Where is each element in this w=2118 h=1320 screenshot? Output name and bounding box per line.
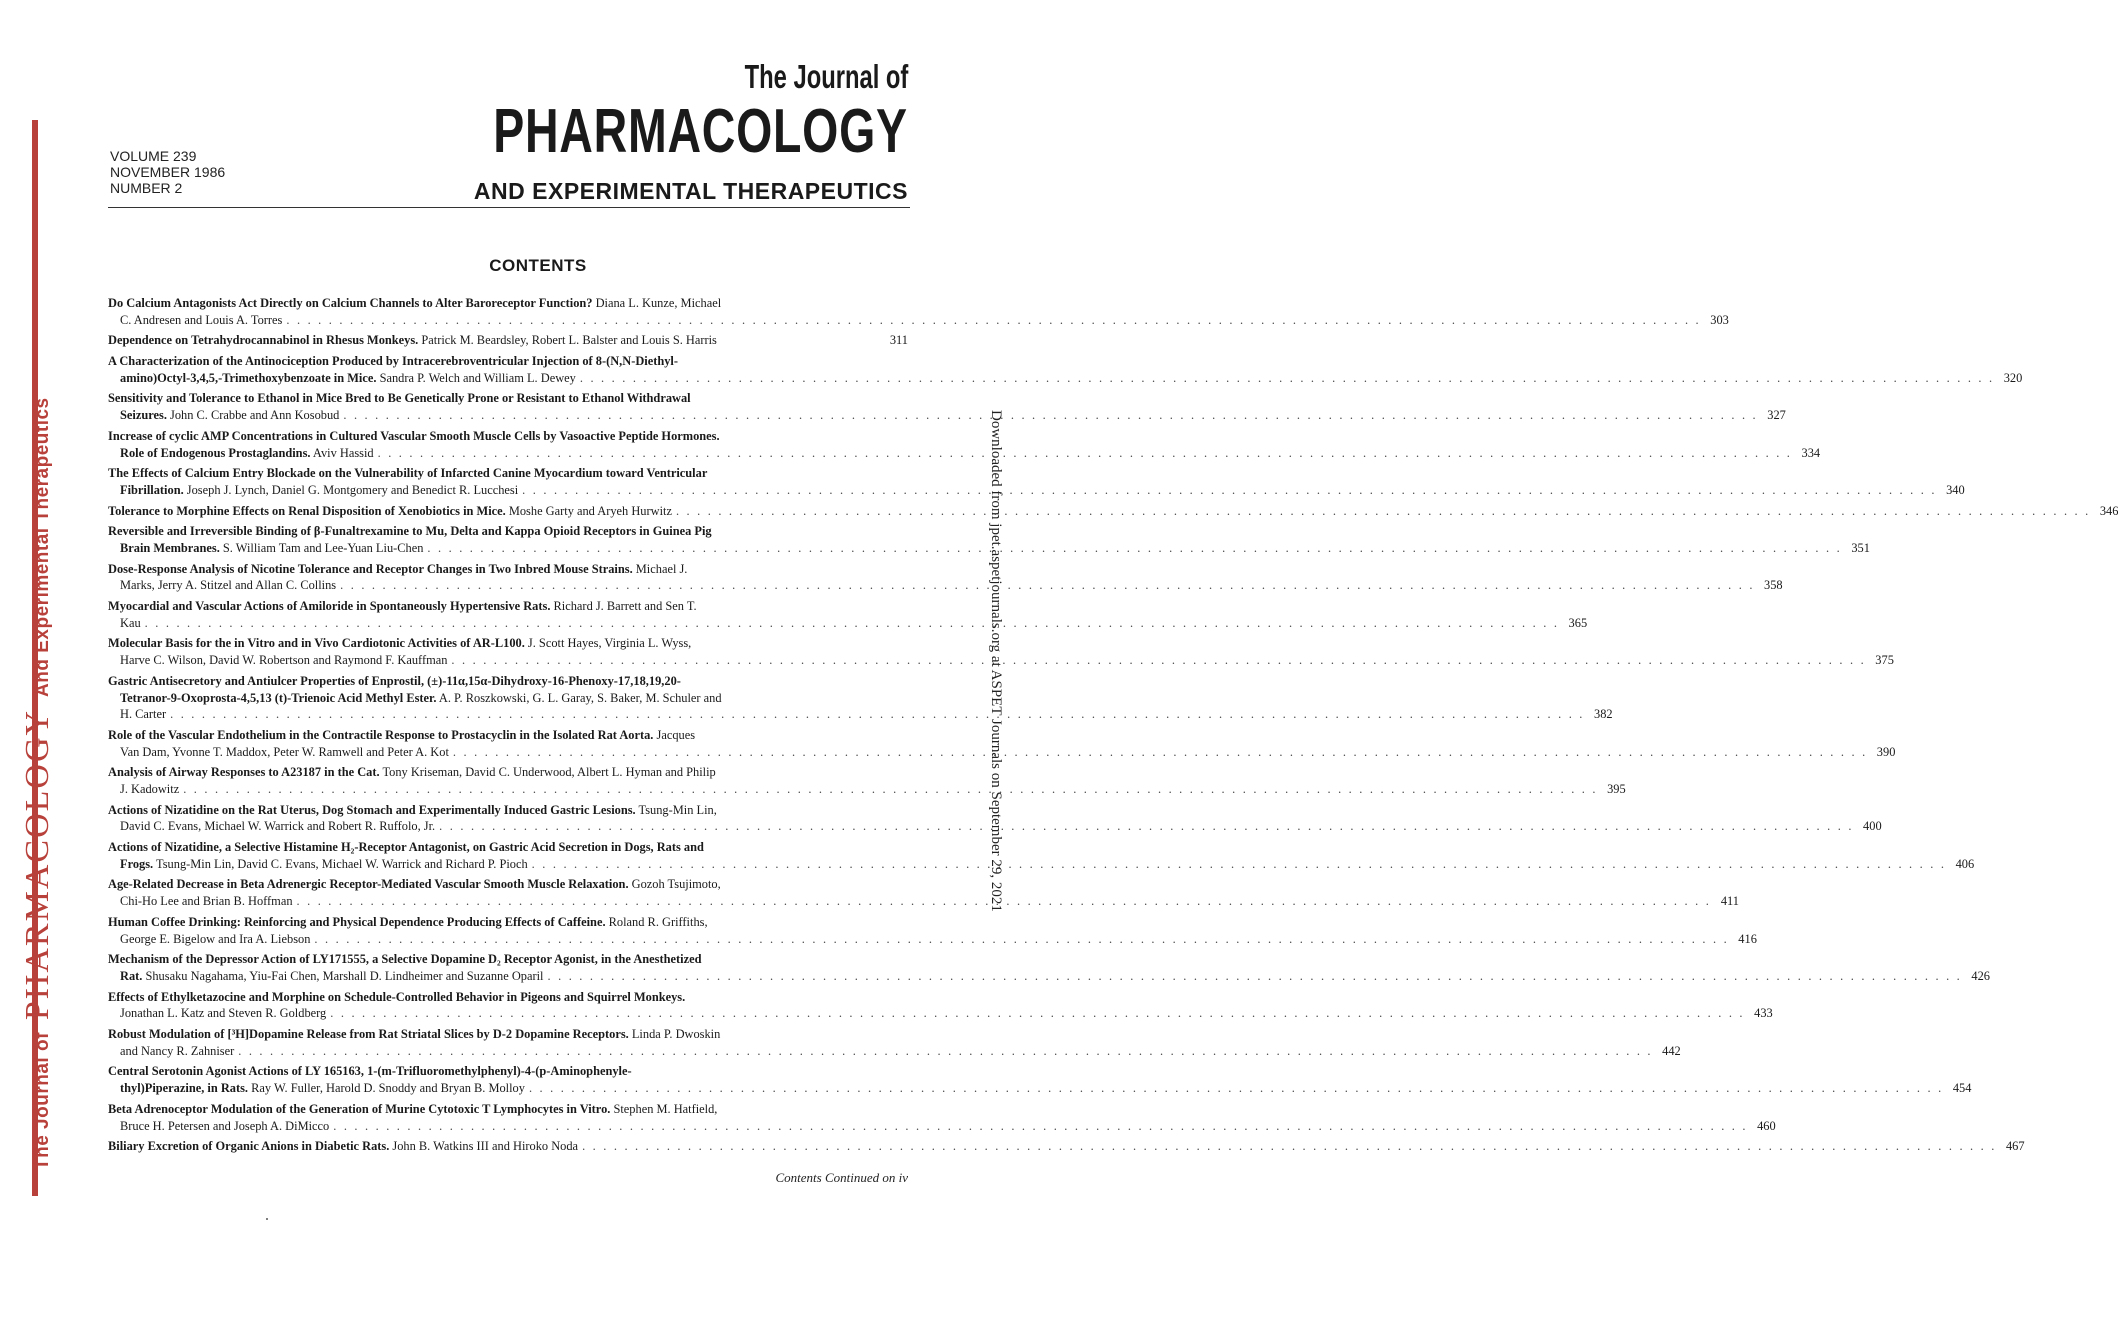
leader-dots: . . . . . . . . . . . . . . . . . . . . . . . . . . . . . . . . . . . . . . . . . . . . . . . . . . . . . . . . . . . . . . . . . . . . . . . . . . . . . . . . . . . . . . . . . . . . . . . . . . . . . . . . . . . . . . . . . . . . . . . . . . . . . . . . . . . . . .: [439, 819, 1854, 834]
entry-title: Biliary Excretion of Organic Anions in Diabetic Rats.: [108, 1139, 390, 1154]
entry-line: [108, 968, 1990, 985]
entry-line: [108, 353, 908, 370]
entry-page: 303: [1710, 312, 1729, 327]
entry-title: Reversible and Irreversible Binding of β-Funaltrexamine to Mu, Delta and Kappa Opioid Receptors in Guinea Pig: [108, 524, 712, 539]
spine-part1: The Journal of: [32, 1032, 53, 1170]
entry-line: [108, 690, 908, 707]
entry-line: [108, 893, 1739, 910]
entry-authors: Michael J.: [632, 561, 688, 576]
entry-authors: Kau: [120, 615, 141, 630]
entry-lead: [120, 615, 141, 632]
entry-authors: Van Dam, Yvonne T. Maddox, Peter W. Ramwell and Peter A. Kot: [120, 744, 449, 759]
entry-authors: S. William Tam and Lee-Yuan Liu-Chen: [219, 540, 424, 555]
leader-dots: . . . . . . . . . . . . . . . . . . . . . . . . . . . . . . . . . . . . . . . . . . . . . . . . . . . . . . . . . . . . . . . . . . . . . . . . . . . . . . . . . . . . . . . . . . . . . . . . . . . . . . . . . . . . . . . . . . . . . . . . . . . . . . . . . . . . . .: [144, 615, 1560, 630]
entry-page: 416: [1738, 931, 1757, 946]
entry-authors: Bruce H. Petersen and Joseph A. DiMicco: [120, 1118, 330, 1133]
toc-entry[interactable]: [108, 1026, 1681, 1060]
entry-title-cont: Frogs.: [120, 856, 154, 871]
journal-subtitle: AND EXPERIMENTAL THERAPEUTICS: [473, 178, 908, 204]
contents-heading-text: CONTENTS: [489, 256, 587, 275]
leader-dots: . . . . . . . . . . . . . . . . . . . . . . . . . . . . . . . . . . . . . . . . . . . . . . . . . . . . . . . . . . . . . . . . . . . . . . . . . . . . . . . . . . . . . . . . . . . . . . . . . . . . . . . . . . . . . . . . . . . . . . . . . . . . . . . . . . . . . .: [343, 408, 1758, 423]
entry-line: [108, 802, 908, 819]
entry-line: [108, 370, 2023, 387]
entry-line: [108, 482, 1965, 499]
entry-line: [108, 523, 908, 540]
entry-lead: [120, 1080, 525, 1097]
entry-authors: Jacques: [653, 727, 696, 742]
entry-authors: Joseph J. Lynch, Daniel G. Montgomery and Benedict R. Lucchesi: [183, 482, 519, 497]
entry-page: 382: [1594, 707, 1613, 722]
entry-lead: [108, 332, 717, 349]
entry-line: [108, 744, 1896, 761]
entry-authors: David C. Evans, Michael W. Warrick and Robert R. Ruffolo, Jr.: [120, 819, 436, 834]
entry-lead: [120, 706, 166, 723]
entry-authors: H. Carter: [120, 707, 167, 722]
entry-title: Increase of cyclic AMP Concentrations in Cultured Vascular Smooth Muscle Cells by Vasoactive Peptide Hormones.: [108, 428, 720, 443]
leader-dots: . . . . . . . . . . . . . . . . . . . . . . . . . . . . . . . . . . . . . . . . . . . . . . . . . . . . . . . . . . . . . . . . . . . . . . . . . . . . . . . . . . . . . . . . . . . . . . . . . . . . . . . . . . . . . . . . . . . . . . . . . . . . . . . . . . . . . .: [377, 445, 1793, 460]
leader-dots: . . . . . . . . . . . . . . . . . . . . . . . . . . . . . . . . . . . . . . . . . . . . . . . . . . . . . . . . . . . . . . . . . . . . . . . . . . . . . . . . . . . . . . . . . . . . . . . . . . . . . . . . . . . . . . . . . . . . . . . . . . . . . . . . . . . . . .: [547, 969, 1962, 984]
contents-continued-note: Contents Continued on iv: [775, 1170, 908, 1185]
toc-entry[interactable]: [108, 1138, 2025, 1155]
entry-title: Beta Adrenoceptor Modulation of the Generation of Murine Cytotoxic T Lymphocytes in Vitro.: [108, 1101, 611, 1116]
leader-dots: . . . . . . . . . . . . . . . . . . . . . . . . . . . . . . . . . . . . . . . . . . . . . . . . . . . . . . . . . . . . . . . . . . . . . . . . . . . . . . . . . . . . . . . . . . . . . . . . . . . . . . . . . . . . . . . . . . . . . . . . . . . . . . . . . . . . . .: [238, 1043, 1653, 1058]
entry-title-cont: Seizures.: [120, 408, 167, 423]
entry-line: [108, 1138, 2025, 1155]
toc-entry[interactable]: [108, 295, 1729, 329]
entry-line: [108, 727, 908, 744]
entry-lead: [120, 577, 336, 594]
toc-entry[interactable]: [108, 989, 1773, 1023]
leader-dots: . . . . . . . . . . . . . . . . . . . . . . . . . . . . . . . . . . . . . . . . . . . . . . . . . . . . . . . . . . . . . . . . . . . . . . . . . . . . . . . . . . . . . . . . . . . . . . . . . . . . . . . . . . . . . . . . . . . . . . . . . . . . . . . . . . . . . .: [452, 744, 1868, 759]
date-label: NOVEMBER 1986: [110, 164, 226, 180]
entry-lead: [120, 652, 447, 669]
entry-title: Central Serotonin Agonist Actions of LY 165163, 1-(m-Trifluoromethylphenyl)-4-(p-Aminophenyle-: [108, 1064, 632, 1079]
entry-lead: [120, 856, 528, 873]
entry-authors: John B. Watkins III and Hiroko Noda: [389, 1139, 579, 1154]
toc-entry[interactable]: [108, 1063, 1972, 1097]
contents-heading: [0, 256, 1020, 276]
entry-lead: [108, 503, 672, 520]
entry-page: 358: [1764, 578, 1783, 593]
entry-page: 390: [1876, 744, 1896, 759]
entry-line: [108, 818, 1882, 835]
entry-lead: [120, 931, 310, 948]
entry-authors: J. Scott Hayes, Virginia L. Wyss,: [524, 636, 692, 651]
leader-dots: . . . . . . . . . . . . . . . . . . . . . . . . . . . . . . . . . . . . . . . . . . . . . . . . . . . . . . . . . . . . . . . . . . . . . . . . . . . . . . . . . . . . . . . . . . . . . . . . . . . . . . . . . . . . . . . . . . . . . . . . . . . . . . . . . . . . . .: [296, 894, 1711, 909]
leader-dots: . . . . . . . . . . . . . . . . . . . . . . . . . . . . . . . . . . . . . . . . . . . . . . . . . . . . . . . . . . . . . . . . . . . . . . . . . . . . . . . . . . . . . . . . . . . . . . . . . . . . . . . . . . . . . . . . . . . . . . . . . . . . . . . . . . . . . .: [522, 482, 1937, 497]
entry-authors: Gozoh Tsujimoto,: [628, 877, 721, 892]
entry-page: 454: [1952, 1081, 1972, 1096]
issue-info: [110, 148, 225, 196]
toc-entry[interactable]: [108, 332, 908, 349]
entry-line: [108, 1101, 908, 1118]
entry-page: 311: [889, 333, 908, 348]
entry-line: [108, 706, 1613, 723]
leader-dots: . . . . . . . . . . . . . . . . . . . . . . . . . . . . . . . . . . . . . . . . . . . . . . . . . . . . . . . . . . . . . . . . . . . . . . . . . . . . . . . . . . . . . . . . . . . . . . . . . . . . . . . . . . . . . . . . . . . . . . . . . . . . . . . . . . . . . .: [675, 503, 2091, 518]
leader-dots: . . . . . . . . . . . . . . . . . . . . . . . . . . . . . . . . . . . . . . . . . . . . . . . . . . . . . . . . . . . . . . . . . . . . . . . . . . . . . . . . . . . . . . . . . . . . . . . . . . . . . . . . . . . . . . . . . . . . . . . . . . . . . . . . . . . . . .: [170, 707, 1585, 722]
entry-page: 433: [1754, 1006, 1773, 1021]
entry-page: 375: [1875, 653, 1894, 668]
entry-authors: John C. Crabbe and Ann Kosobud: [166, 408, 340, 423]
entry-page: 320: [2003, 370, 2023, 385]
entry-authors: Harve C. Wilson, David W. Robertson and Raymond F. Kauffman: [120, 653, 448, 668]
entry-authors: Shusaku Nagahama, Yiu-Fai Chen, Marshall D. Lindheimer and Suzanne Oparil: [142, 969, 544, 984]
entry-page: 351: [1851, 540, 1870, 555]
toc-entry[interactable]: [108, 764, 1626, 798]
entry-authors: Jonathan L. Katz and Steven R. Goldberg: [120, 1006, 327, 1021]
leader-dots: . . . . . . . . . . . . . . . . . . . . . . . . . . . . . . . . . . . . . . . . . . . . . . . . . . . . . . . . . . . . . . . . . . . . . . . . . . . . . . . . . . . . . . . . . . . . . . . . . . . . . . . . . . . . . . . . . . . . . . . . . . . . . . . . . . . . . .: [340, 578, 1755, 593]
entry-line: [108, 615, 1588, 632]
entry-line: [108, 312, 1729, 329]
entry-line: [108, 839, 908, 856]
leader-dots: . . . . . . . . . . . . . . . . . . . . . . . . . . . . . . . . . . . . . . . . . . . . . . . . . . . . . . . . . . . . . . . . . . . . . . . . . . . . . . . . . . . . . . . . . . . . . . . . . . . . . . . . . . . . . . . . . . . . . . . . . . . . . . . . . . . . . .: [451, 653, 1866, 668]
entry-authors: Roland R. Griffiths,: [605, 914, 708, 929]
toc-entry[interactable]: [108, 839, 1975, 873]
entry-page: 365: [1568, 615, 1588, 630]
entry-line: [108, 577, 1783, 594]
entry-authors: Diana L. Kunze, Michael: [592, 296, 722, 310]
leader-dots: . . . . . . . . . . . . . . . . . . . . . . . . . . . . . . . . . . . . . . . . . . . . . . . . . . . . . . . . . . . . . . . . . . . . . . . . . . . . . . . . . . . . . . . . . . . . . . . . . . . . . . . . . . . . . . . . . . . . . . . . . . . . . . . . . . . . . .: [330, 1006, 1745, 1021]
spine-title: [19, 130, 57, 1170]
entry-authors: Tsung-Min Lin, David C. Evans, Michael W. Warrick and Richard P. Pioch: [153, 856, 528, 871]
header-divider: [108, 207, 910, 208]
entry-line: [108, 540, 1870, 557]
entry-title: Analysis of Airway Responses to A23187 in the Cat.: [108, 765, 380, 780]
toc-entry[interactable]: [108, 673, 1613, 723]
entry-lead: [120, 540, 423, 557]
entry-title-cont: Rat.: [120, 969, 143, 984]
entry-line: [108, 989, 908, 1006]
leader-dots: . . . . . . . . . . . . . . . . . . . . . . . . . . . . . . . . . . . . . . . . . . . . . . . . . . . . . . . . . . . . . . . . . . . . . . . . . . . . . . . . . . . . . . . . . . . . . . . . . . . . . . . . . . . . . . . . . . . . . . . . . . . . . . . . . . . . . .: [333, 1118, 1748, 1133]
entry-title-cont: thyl)Piperazine, in Rats.: [120, 1081, 249, 1096]
entry-authors: George E. Bigelow and Ira A. Liebson: [120, 931, 311, 946]
leader-dots: . . . . . . . . . . . . . . . . . . . . . . . . . . . . . . . . . . . . . . . . . . . . . . . . . . . . . . . . . . . . . . . . . . . . . . . . . . . . . . . . . . . . . . . . . . . . . . . . . . . . . . . . . . . . . . . . . . . . . . . . . . . . . . . . . . . . . .: [582, 1139, 1997, 1154]
entry-title: The Effects of Calcium Entry Blockade on the Vulnerability of Infarcted Canine Myocardium toward Ventricular: [108, 466, 708, 481]
toc-entry[interactable]: [108, 802, 1882, 836]
entry-line: [108, 390, 908, 407]
entry-line: [108, 764, 908, 781]
toc-entry[interactable]: [108, 1101, 1776, 1135]
toc-entry[interactable]: [108, 951, 1990, 985]
entry-lead: [120, 312, 282, 329]
entry-line: [108, 914, 908, 931]
entry-line: [108, 1043, 1681, 1060]
entry-lead: [120, 1005, 326, 1022]
toc-entry[interactable]: [108, 876, 1739, 910]
toc-entry[interactable]: [108, 727, 1896, 761]
entry-title: Dose-Response Analysis of Nicotine Tolerance and Receptor Changes in Two Inbred Mouse Strains.: [108, 561, 633, 576]
entry-title: Role of the Vascular Endothelium in the Contractile Response to Prostacyclin in the Isolated Rat Aorta.: [108, 727, 654, 742]
entry-line: [108, 1063, 908, 1080]
entry-title: Do Calcium Antagonists Act Directly on Calcium Channels to Alter Baroreceptor Function?: [108, 296, 593, 310]
number-label: NUMBER 2: [110, 180, 183, 196]
entry-title: Actions of Nizatidine, a Selective Histamine H₂-Receptor Antagonist, on Gastric Acid Secretion in Dogs, Rats and: [108, 840, 704, 855]
entry-title-cont: Brain Membranes.: [120, 540, 220, 555]
spine-part2: PHARMACOLOGY: [19, 708, 56, 1021]
toc-entry[interactable]: [108, 390, 1786, 424]
leader-dots: . . . . . . . . . . . . . . . . . . . . . . . . . . . . . . . . . . . . . . . . . . . . . . . . . . . . . . . . . . . . . . . . . . . . . . . . . . . . . . . . . . . . . . . . . . . . . . . . . . . . . . . . . . . . . . . . . . . . . . . . . . . . . . . . . . . . . .: [314, 931, 1729, 946]
entry-title: Sensitivity and Tolerance to Ethanol in Mice Bred to Be Genetically Prone or Resistant to Ethanol Withdrawal: [108, 391, 691, 406]
leader-dots: . . . . . . . . . . . . . . . . . . . . . . . . . . . . . . . . . . . . . . . . . . . . . . . . . . . . . . . . . . . . . . . . . . . . . . . . . . . . . . . . . . . . . . . . . . . . . . . . . . . . . . . . . . . . . . . . . . . . . . . . . . . . . . . . . . . . . .: [183, 782, 1598, 797]
entry-page: 327: [1767, 408, 1786, 423]
entry-page: 406: [1955, 856, 1975, 871]
toc-entry[interactable]: [108, 561, 1783, 595]
entry-authors: Patrick M. Beardsley, Robert L. Balster and Louis S. Harris: [418, 333, 717, 348]
entry-page: 442: [1662, 1043, 1681, 1058]
entry-authors: Stephen M. Hatfield,: [610, 1101, 718, 1116]
entry-authors: Tsung-Min Lin,: [635, 802, 717, 817]
leader-dots: . . . . . . . . . . . . . . . . . . . . . . . . . . . . . . . . . . . . . . . . . . . . . . . . . . . . . . . . . . . . . . . . . . . . . . . . . . . . . . . . . . . . . . . . . . . . . . . . . . . . . . . . . . . . . . . . . . . . . . . . . . . . . . . . . . . . . .: [286, 312, 1701, 327]
entry-lead: [120, 482, 518, 499]
toc-entry[interactable]: [108, 914, 1757, 948]
entry-title: Gastric Antisecretory and Antiulcer Properties of Enprostil, (±)-11α,15α-Dihydroxy-16-Phenoxy-17,18,19,20-: [108, 673, 681, 688]
entry-lead: [120, 445, 374, 462]
entry-line: [108, 876, 908, 893]
entry-title-cont: amino)Octyl-3,4,5,-Trimethoxybenzoate in Mice.: [120, 370, 377, 385]
leader-dots: . . . . . . . . . . . . . . . . . . . . . . . . . . . . . . . . . . . . . . . . . . . . . . . . . . . . . . . . . . . . . . . . . . . . . . . . . . . . . . . . . . . . . . . . . . . . . . . . . . . . . . . . . . . . . . . . . . . . . . . . . . . . . . . . . . . . . .: [579, 370, 1995, 385]
entry-title-cont: Tetranor-9-Oxoprosta-4,5,13 (t)-Trienoic Acid Methyl Ester.: [120, 690, 437, 705]
entry-lead: [120, 818, 435, 835]
entry-line: [108, 1080, 1972, 1097]
leader-dots: . . . . . . . . . . . . . . . . . . . . . . . . . . . . . . . . . . . . . . . . . . . . . . . . . . . . . . . . . . . . . . . . . . . . . . . . . . . . . . . . . . . . . . . . . . . . . . . . . . . . . . . . . . . . . . . . . . . . . . . . . . . . . . . . . . . . . .: [528, 1081, 1944, 1096]
toc-entry[interactable]: [108, 465, 1965, 499]
entry-page: 346: [2099, 503, 2118, 518]
entry-lead: [120, 968, 544, 985]
entry-authors: Aviv Hassid: [310, 445, 374, 460]
entry-authors: Sandra P. Welch and William L. Dewey: [376, 370, 576, 385]
stray-mark: [266, 1218, 268, 1220]
entry-line: [108, 407, 1786, 424]
entry-lead: [108, 1138, 578, 1155]
entry-title: Tolerance to Morphine Effects on Renal Disposition of Xenobiotics in Mice.: [108, 503, 506, 518]
entry-authors: Linda P. Dwoskin: [628, 1027, 721, 1042]
entry-line: [108, 295, 908, 312]
entry-title: Actions of Nizatidine on the Rat Uterus, Dog Stomach and Experimentally Induced Gastric Lesions.: [108, 802, 636, 817]
leader-dots: . . . . . . . . . . . . . . . . . . . . . . . . . . . . . . . . . . . . . . . . . . . . . . . . . . . . . . . . . . . . . . . . . . . . . . . . . . . . . . . . . . . . . . . . . . . . . . . . . . . . . . . . . . . . . . . . . . . . . . . . . . . . . . . . . . . . . .: [531, 856, 1947, 871]
entry-line: [108, 445, 1821, 462]
entry-authors: Ray W. Fuller, Harold D. Snoddy and Bryan B. Molloy: [248, 1081, 525, 1096]
entry-lead: [120, 370, 576, 387]
entry-lead: [120, 781, 179, 798]
entry-authors: Chi-Ho Lee and Brian B. Hoffman: [120, 894, 293, 909]
entry-lead: [120, 407, 339, 424]
entry-page: 467: [2005, 1139, 2025, 1154]
entry-page: 334: [1801, 445, 1821, 460]
entry-lead: [120, 1043, 234, 1060]
entry-page: 426: [1971, 969, 1990, 984]
toc-entry[interactable]: [108, 353, 2023, 387]
entry-title: Robust Modulation of [³H]Dopamine Release from Rat Striatal Slices by D-2 Dopamine Receptors.: [108, 1027, 629, 1042]
entry-title: Age-Related Decrease in Beta Adrenergic Receptor-Mediated Vascular Smooth Muscle Relaxation.: [108, 877, 629, 892]
journal-the-title: The Journal of: [744, 58, 908, 95]
spine-part3: And Experimental Therapeutics: [32, 397, 53, 697]
entry-line: [108, 635, 908, 652]
entry-page: 340: [1946, 482, 1965, 497]
entry-line: [108, 856, 1975, 873]
entry-page: 395: [1607, 782, 1626, 797]
entry-line: [108, 781, 1626, 798]
journal-main-title: PHARMACOLOGY: [493, 97, 908, 166]
entry-lead: [120, 893, 293, 910]
entry-line: [108, 332, 908, 349]
entry-page: 411: [1720, 894, 1739, 909]
entry-title: A Characterization of the Antinociception Produced by Intracerebroventricular Injection of 8-(N,N-Diethyl-: [108, 353, 679, 368]
toc-entry[interactable]: [108, 598, 1588, 632]
entry-title-cont: Role of Endogenous Prostaglandins.: [120, 445, 311, 460]
download-notice: Downloaded from jpet.aspetjournals.org at ASPET Journals on September 29, 2021: [988, 410, 1004, 912]
leader-dots: . . . . . . . . . . . . . . . . . . . . . . . . . . . . . . . . . . . . . . . . . . . . . . . . . . . . . . . . . . . . . . . . . . . . . . . . . . . . . . . . . . . . . . . . . . . . . . . . . . . . . . . . . . . . . . . . . . . . . . . . . . . . . . . . . . . . . .: [427, 540, 1842, 555]
entry-authors: Marks, Jerry A. Stitzel and Allan C. Collins: [120, 578, 337, 593]
entry-line: [108, 1026, 908, 1043]
entry-title: Effects of Ethylketazocine and Morphine on Schedule-Controlled Behavior in Pigeons and Squirrel Monkeys.: [108, 989, 686, 1004]
entry-authors: J. Kadowitz: [120, 782, 180, 797]
entry-title: Mechanism of the Depressor Action of LY171555, a Selective Dopamine D₂ Receptor Agonist, in the Anesthetized: [108, 952, 702, 967]
entry-line: [108, 1118, 1776, 1135]
entry-authors: C. Andresen and Louis A. Torres: [120, 312, 283, 327]
entry-title: Human Coffee Drinking: Reinforcing and Physical Dependence Producing Effects of Caffeine.: [108, 914, 606, 929]
entry-lead: [120, 1118, 329, 1135]
entry-page: 400: [1863, 819, 1882, 834]
entry-line: [108, 931, 1757, 948]
entry-authors: and Nancy R. Zahniser: [120, 1043, 235, 1058]
entry-title: Molecular Basis for the in Vitro and in Vivo Cardiotonic Activities of AR-L100.: [108, 636, 525, 651]
entry-line: [108, 428, 908, 445]
entry-authors: Moshe Garty and Aryeh Hurwitz: [505, 503, 672, 518]
entry-line: [108, 652, 1894, 669]
entry-lead: [120, 744, 449, 761]
toc-entry[interactable]: [108, 523, 1870, 557]
entry-line: [108, 673, 908, 690]
entry-line: [108, 598, 908, 615]
entry-title: Myocardial and Vascular Actions of Amiloride in Spontaneously Hypertensive Rats.: [108, 598, 551, 613]
entry-authors: Richard J. Barrett and Sen T.: [550, 598, 697, 613]
entry-authors: A. P. Roszkowski, G. L. Garay, S. Baker, M. Schuler and: [436, 690, 722, 705]
entry-line: [108, 503, 2118, 520]
entry-title: Dependence on Tetrahydrocannabinol in Rhesus Monkeys.: [108, 333, 419, 348]
entry-line: [108, 465, 908, 482]
toc-entry[interactable]: [108, 635, 1894, 669]
entry-page: 460: [1757, 1118, 1776, 1133]
entry-line: [108, 951, 908, 968]
entry-title-cont: Fibrillation.: [120, 482, 184, 497]
toc-entry[interactable]: [108, 428, 1821, 462]
entry-line: [108, 561, 908, 578]
entry-authors: Tony Kriseman, David C. Underwood, Albert L. Hyman and Philip: [379, 765, 716, 780]
toc-entry[interactable]: [108, 503, 2118, 520]
volume-label: VOLUME 239: [110, 148, 197, 164]
entry-line: [108, 1005, 1773, 1022]
